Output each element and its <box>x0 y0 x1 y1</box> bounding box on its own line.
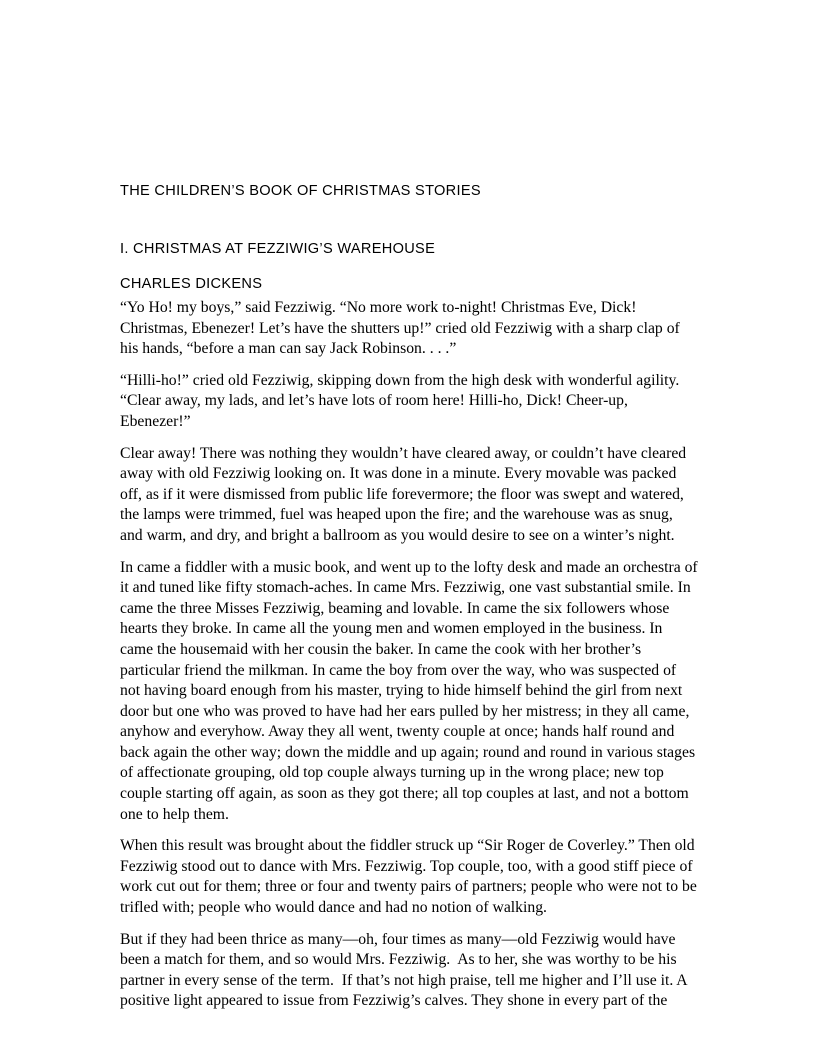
paragraph: When this result was brought about the fiddler struck up “Sir Roger de Coverley.” Then old Fezziwig stood out to dance with Mrs. Fezziwig. Top couple, too, with a good stiff piece of work cut out for them; three or four and twenty pairs of partners; people who were not to be trifled with; people who would dance and had no notion of walking. <box>120 837 701 917</box>
author-byline: CHARLES DICKENS <box>120 276 263 292</box>
paragraph: But if they had been thrice as many—oh, four times as many—old Fezziwig would have been a match for them, and so would Mrs. Fezziwig. As to her, she was worthy to be his partner in every sense of the term. If that’s not high praise, tell me higher and I’ll use it. A positive light appeared to issue from Fezziwig’s calves. They shone in every part of the <box>120 930 691 1010</box>
chapter-title: I. CHRISTMAS AT FEZZIWIG’S WAREHOUSE <box>120 241 436 257</box>
paragraph: Clear away! There was nothing they wouldn’t have cleared away, or couldn’t have cleared away with old Fezziwig looking on. It was done in a minute. Every movable was packed off, as if it were dismissed from public life forevermore; the floor was swept and watered, the lamps were trimmed, fuel was heaped upon the fire; and the warehouse was as snug, and warm, and dry, and bright a ballroom as you would desire to see on a winter’s night. <box>120 444 691 544</box>
page-content <box>120 183 702 1023</box>
paragraph: “Yo Ho! my boys,” said Fezziwig. “No more work to-night! Christmas Eve, Dick! Christmas, Ebenezer! Let’s have the shutters up!” cried old Fezziwig with a sharp clap of his hands, “before a man can say Jack Robinson. . . .” <box>120 299 684 358</box>
paragraph: In came a fiddler with a music book, and went up to the lofty desk and made an orchestra of it and tuned like fifty stomach-aches. In came Mrs. Fezziwig, one vast substantial smile. In came the three Misses Fezziwig, beaming and lovable. In came the six followers whose hearts they broke. In came all the young men and women employed in the business. In came the housemaid with her cousin the baker. In came the cook with her brother’s particular friend the milkman. In came the boy from over the way, who was suspected of not having board enough from his master, trying to hide himself behind the girl from next door but one who was proved to have had her ears pulled by her mistress; in they all came, anyhow and everyhow. Away they all went, twenty couple at once; hands half round and back again the other way; down the middle and up again; round and round in various stages of affectionate grouping, old top couple always turning up in the wrong place; new top couple starting off again, as soon as they got there; all top couples at last, and not a bottom one to help them. <box>120 558 702 823</box>
book-title: THE CHILDREN’S BOOK OF CHRISTMAS STORIES <box>120 183 481 199</box>
body-text <box>120 298 702 1012</box>
paragraph: “Hilli-ho!” cried old Fezziwig, skipping down from the high desk with wonderful agility. “Clear away, my lads, and let’s have lots of room here! Hilli-ho, Dick! Cheer-up, Ebenezer!” <box>120 371 684 430</box>
